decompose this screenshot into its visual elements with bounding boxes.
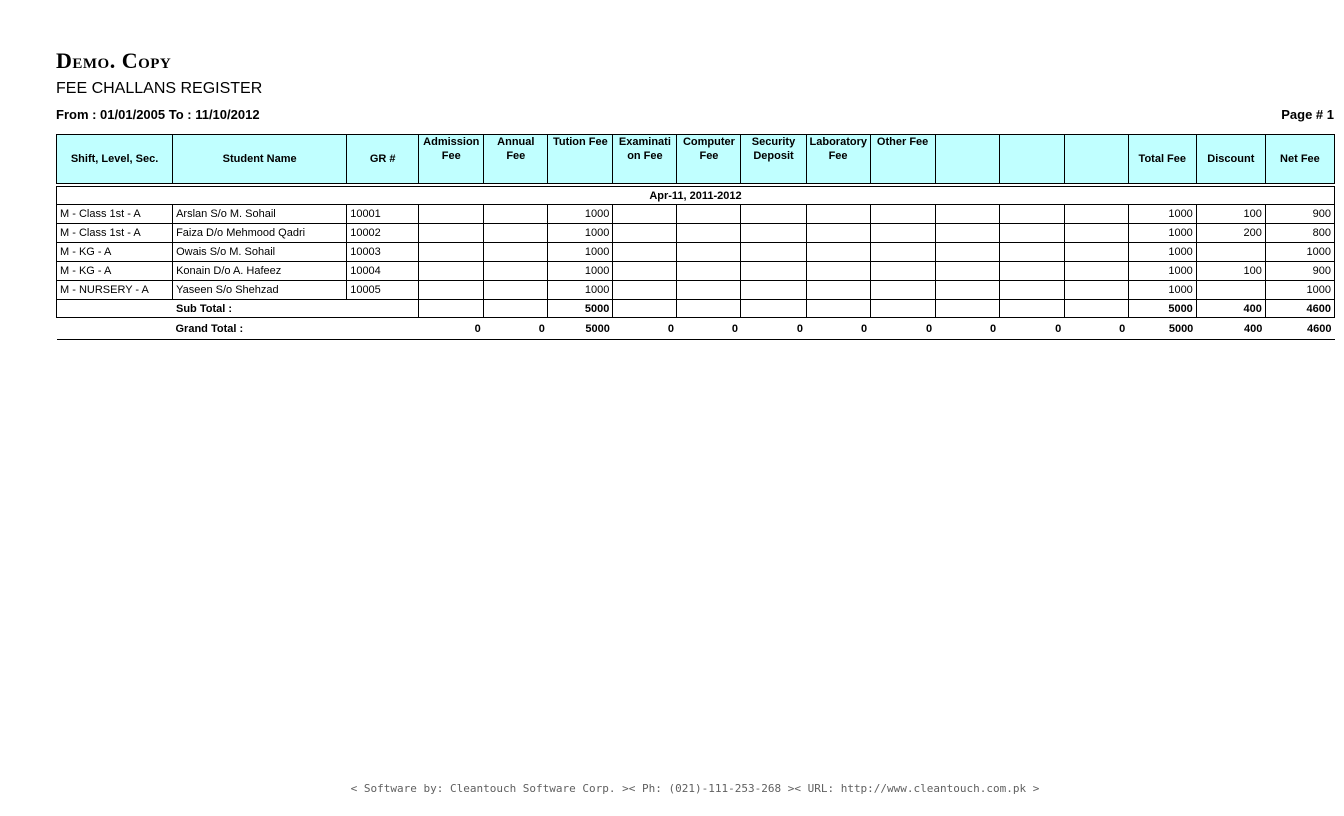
grand-total-extra-3: 0 (1119, 322, 1126, 335)
cell-discount (1196, 281, 1265, 300)
col-header-blank-1 (935, 135, 999, 184)
cell-tution-fee: 1000 (548, 281, 613, 300)
fee-register-table (56, 134, 1335, 340)
table-row (57, 281, 1335, 300)
grand-total-discount: 400 (1244, 322, 1263, 335)
grand-total-tution: 5000 (585, 322, 610, 335)
col-header-computer-fee: Computer Fee (677, 135, 741, 184)
cell-total-fee: 1000 (1128, 205, 1196, 224)
sub-total-total: 5000 (1128, 300, 1196, 318)
col-header-annual-fee: Annual Fee (484, 135, 548, 184)
col-header-examination-fee: Examination Fee (613, 135, 677, 184)
col-header-discount: Discount (1196, 135, 1265, 184)
cell-total-fee: 1000 (1128, 243, 1196, 262)
table-row (57, 262, 1335, 281)
grand-total-extra-1: 0 (990, 322, 997, 335)
cell-net-fee: 1000 (1265, 243, 1334, 262)
sub-total-row (57, 300, 1335, 318)
cell-discount: 200 (1196, 224, 1265, 243)
software-footer: < Software by: Cleantouch Software Corp. >< Ph: (021)-111-253-268 >< URL: http://www.cleantouch.com.pk > (350, 782, 1040, 795)
col-header-gr: GR # (347, 135, 419, 184)
grand-total-net: 4600 (1307, 322, 1332, 335)
sub-total-label: Sub Total : (57, 300, 419, 318)
col-header-total-fee: Total Fee (1128, 135, 1196, 184)
cell-student-name: Arslan S/o M. Sohail (173, 205, 347, 224)
cell-gr: 10003 (347, 243, 419, 262)
cell-discount: 100 (1196, 205, 1265, 224)
cell-student-name: Yaseen S/o Shehzad (173, 281, 347, 300)
date-range: From : 01/01/2005 To : 11/10/2012 (56, 107, 260, 122)
cell-total-fee: 1000 (1128, 281, 1196, 300)
col-header-net-fee: Net Fee (1265, 135, 1334, 184)
cell-discount: 100 (1196, 262, 1265, 281)
grand-total-laboratory: 0 (860, 322, 868, 335)
grand-total-label: Grand Total : (175, 322, 244, 335)
col-header-blank-2 (999, 135, 1064, 184)
table-row (57, 205, 1335, 224)
col-header-security-deposit: Security Deposit (741, 135, 806, 184)
cell-total-fee: 1000 (1128, 262, 1196, 281)
cell-discount (1196, 243, 1265, 262)
cell-net-fee: 900 (1265, 262, 1334, 281)
sub-total-discount: 400 (1196, 300, 1265, 318)
grand-total-admission: 0 (474, 322, 481, 335)
cell-gr: 10001 (347, 205, 419, 224)
cell-tution-fee: 1000 (548, 205, 613, 224)
cell-shift: M - Class 1st - A (57, 224, 173, 243)
report-title: FEE CHALLANS REGISTER (56, 80, 263, 97)
demo-copy-label: Demo. Copy (56, 48, 172, 73)
cell-shift: M - KG - A (57, 262, 173, 281)
table-row (57, 224, 1335, 243)
group-row (57, 187, 1335, 205)
col-header-other-fee: Other Fee (870, 135, 935, 184)
grand-total-total: 5000 (1168, 322, 1194, 335)
grand-total-computer: 0 (731, 322, 738, 335)
cell-net-fee: 800 (1265, 224, 1334, 243)
grand-total-annual: 0 (538, 322, 545, 335)
grand-total-extra-2: 0 (1055, 322, 1062, 335)
cell-total-fee: 1000 (1128, 224, 1196, 243)
cell-tution-fee: 1000 (548, 262, 613, 281)
cell-student-name: Owais S/o M. Sohail (173, 243, 347, 262)
cell-net-fee: 900 (1265, 205, 1334, 224)
cell-gr: 10002 (347, 224, 419, 243)
page-number: Page # 1 (1281, 107, 1334, 122)
cell-tution-fee: 1000 (548, 224, 613, 243)
cell-student-name: Faiza D/o Mehmood Qadri (173, 224, 347, 243)
sub-total-tution: 5000 (548, 300, 613, 318)
grand-total-row (57, 318, 1335, 340)
cell-shift: M - NURSERY - A (57, 281, 173, 300)
col-header-laboratory-fee: Laboratory Fee (806, 135, 870, 184)
col-header-student-name: Student Name (173, 135, 347, 184)
grand-total-security: 0 (796, 322, 804, 335)
header-row (57, 135, 1335, 184)
group-label: Apr-11, 2011-2012 (57, 187, 1335, 205)
col-header-tution-fee: Tution Fee (548, 135, 613, 184)
cell-shift: M - Class 1st - A (57, 205, 173, 224)
sub-total-net: 4600 (1265, 300, 1334, 318)
cell-gr: 10005 (347, 281, 419, 300)
col-header-blank-3 (1064, 135, 1128, 184)
grand-total-other: 0 (926, 322, 933, 335)
col-header-shift: Shift, Level, Sec. (57, 135, 173, 184)
cell-shift: M - KG - A (57, 243, 173, 262)
cell-tution-fee: 1000 (548, 243, 613, 262)
cell-net-fee: 1000 (1265, 281, 1334, 300)
col-header-admission-fee: Admission Fee (419, 135, 484, 184)
cell-student-name: Konain D/o A. Hafeez (173, 262, 347, 281)
table-row (57, 243, 1335, 262)
grand-total-examination: 0 (667, 322, 674, 335)
cell-gr: 10004 (347, 262, 419, 281)
